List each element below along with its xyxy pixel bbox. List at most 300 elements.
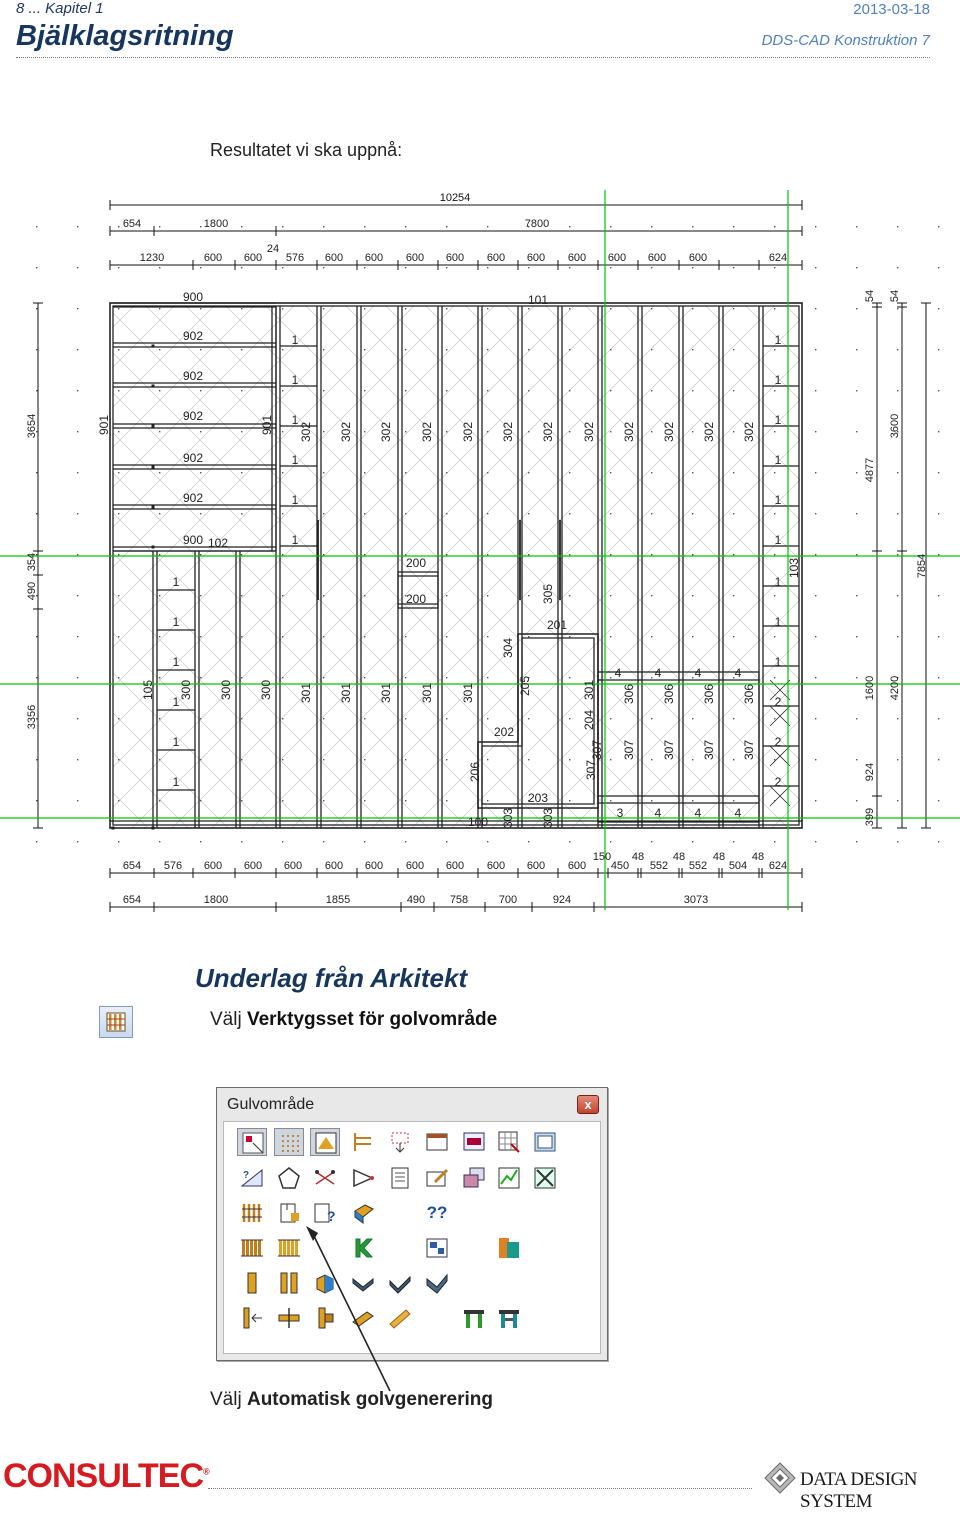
snap-dot [610, 513, 611, 514]
snap-dot [733, 636, 734, 637]
drawing-label: 302 [702, 421, 717, 443]
drawing-label: 2 [774, 735, 782, 750]
drawing-label: 54 [888, 289, 901, 303]
snap-dot [323, 636, 324, 637]
snap-dot [733, 431, 734, 432]
snap-dot [528, 595, 529, 596]
snap-dot [364, 472, 365, 473]
snap-dot [938, 472, 939, 473]
snap-dot [364, 390, 365, 391]
drawing-label: 301 [299, 682, 314, 704]
graph-icon[interactable] [494, 1164, 524, 1192]
snap-dot [856, 390, 857, 391]
snap-dot [36, 841, 37, 842]
snap-dot [364, 718, 365, 719]
snap-dot [118, 554, 119, 555]
snap-dot [446, 800, 447, 801]
drawing-label: 504 [728, 859, 748, 872]
drawing-label: 4 [734, 806, 742, 821]
snap-dot [446, 431, 447, 432]
snap-dot [36, 472, 37, 473]
drawing-label: 600 [203, 859, 223, 872]
snap-dot [405, 226, 406, 227]
color-swatch-icon[interactable] [494, 1234, 524, 1262]
drawing-label: 1 [172, 775, 180, 790]
drawing-label: 1 [172, 615, 180, 630]
drawing-label: 902 [182, 329, 204, 344]
snap-dot [405, 431, 406, 432]
snap-dot [692, 267, 693, 268]
drawing-label: 302 [501, 421, 516, 443]
snap-dot [487, 841, 488, 842]
frame-icon[interactable] [530, 1128, 560, 1156]
snap-dot [405, 677, 406, 678]
snap-dot [364, 841, 365, 842]
drawing-label: 1 [291, 453, 299, 468]
snap-dot [569, 841, 570, 842]
snap-dot [692, 759, 693, 760]
snap-dot [692, 226, 693, 227]
snap-dot [487, 308, 488, 309]
snap-dot [200, 841, 201, 842]
snap-dot [692, 349, 693, 350]
drawing-label: 205 [518, 675, 533, 697]
snap-dot [856, 554, 857, 555]
snap-dot [282, 595, 283, 596]
snap-dot [610, 267, 611, 268]
snap-dot [159, 554, 160, 555]
trim-icon[interactable] [310, 1164, 340, 1192]
select-region-icon[interactable] [237, 1128, 267, 1156]
drawing-label: 1 [774, 533, 782, 548]
drawing-label: 301 [420, 682, 435, 704]
snap-dot [528, 390, 529, 391]
snap-dot [897, 267, 898, 268]
snap-dot [364, 595, 365, 596]
snap-dot [77, 513, 78, 514]
snap-dot [651, 226, 652, 227]
drawing-label: 576 [285, 251, 305, 264]
snap-dot [569, 759, 570, 760]
edit-pencil-icon[interactable] [422, 1164, 452, 1192]
snap-dot [405, 841, 406, 842]
snap-dot [241, 431, 242, 432]
snap-dot [200, 800, 201, 801]
snap-dot [36, 267, 37, 268]
snap-dot [118, 267, 119, 268]
snap-dot [446, 677, 447, 678]
copy-layer-icon[interactable] [459, 1164, 489, 1192]
snap-dot [692, 431, 693, 432]
drawing-label: 600 [405, 859, 425, 872]
snap-dot [856, 472, 857, 473]
snap-dot [569, 267, 570, 268]
page-label: 8 ... Kapitel 1 [16, 0, 104, 17]
drawing-label: 7800 [524, 217, 550, 230]
snap-dot [323, 267, 324, 268]
drawing-label: 1 [291, 413, 299, 428]
snap-dot [487, 431, 488, 432]
snap-dot [405, 390, 406, 391]
drawing-label: 654 [122, 859, 142, 872]
drawing-label: 1 [774, 655, 782, 670]
snap-dot [569, 677, 570, 678]
palette-close-button[interactable]: x [577, 1095, 599, 1114]
snap-dot [610, 349, 611, 350]
snap-dot [364, 267, 365, 268]
cross-box-icon[interactable] [530, 1164, 560, 1192]
snap-dot [241, 308, 242, 309]
snap-dot [651, 390, 652, 391]
snap-dot [487, 677, 488, 678]
drawing-label: 303 [501, 807, 516, 829]
snap-dot [774, 267, 775, 268]
drawing-label: 2 [774, 695, 782, 710]
drawing-label: 300 [219, 679, 234, 701]
joists-icon[interactable] [237, 1199, 267, 1227]
floor-toolset-icon[interactable] [99, 1006, 133, 1038]
snap-dot [282, 759, 283, 760]
floor-panel-icon[interactable] [348, 1199, 378, 1227]
auto-generation-instruction [210, 1389, 493, 1411]
snap-dot [856, 267, 857, 268]
snap-dot [446, 513, 447, 514]
snap-dot [241, 267, 242, 268]
snap-dot [856, 349, 857, 350]
drawing-label: 302 [622, 421, 637, 443]
drawing-label: 700 [498, 893, 518, 906]
snap-dot [364, 513, 365, 514]
snap-dot [569, 636, 570, 637]
vector-icon[interactable] [348, 1164, 378, 1192]
snap-dot [487, 226, 488, 227]
snap-dot [774, 431, 775, 432]
snap-dot [528, 267, 529, 268]
insert-point-icon[interactable] [385, 1128, 415, 1156]
board-layout-icon[interactable] [422, 1234, 452, 1262]
snap-dot [159, 718, 160, 719]
drawing-label: 1800 [203, 217, 229, 230]
snap-dot [733, 390, 734, 391]
split-beam-icon[interactable] [237, 1304, 267, 1332]
table-frame-icon[interactable] [459, 1304, 489, 1332]
snap-dot [200, 554, 201, 555]
snap-dot [610, 308, 611, 309]
snap-dot [446, 308, 447, 309]
drawing-label: 300 [259, 679, 274, 701]
snap-dot [774, 472, 775, 473]
snap-dot [938, 718, 939, 719]
snap-dot [364, 554, 365, 555]
drawing-label: 302 [379, 421, 394, 443]
node-point [152, 827, 155, 830]
snap-dot [774, 226, 775, 227]
drawing-label: 306 [622, 683, 637, 705]
snap-dot [692, 554, 693, 555]
snap-dot [651, 718, 652, 719]
snap-dot [323, 390, 324, 391]
snap-dot [282, 431, 283, 432]
list-icon[interactable] [385, 1164, 415, 1192]
snap-dot [569, 431, 570, 432]
snap-dot [897, 308, 898, 309]
drawing-label: 202 [493, 725, 515, 740]
drawing-label: 302 [582, 421, 597, 443]
snap-dot [241, 226, 242, 227]
table-frame-alt-icon[interactable] [494, 1304, 524, 1332]
snap-dot [528, 308, 529, 309]
snap-dot [938, 267, 939, 268]
snap-dot [200, 267, 201, 268]
snap-dot [364, 759, 365, 760]
registered-mark: ® [203, 1466, 209, 1477]
snap-dot [487, 349, 488, 350]
snap-dot [897, 513, 898, 514]
snap-dot [774, 800, 775, 801]
drawing-label: 600 [203, 251, 223, 264]
snap-dot [528, 759, 529, 760]
palette-title: Gulvområde [227, 1096, 315, 1113]
snap-dot [938, 759, 939, 760]
snap-dot [159, 267, 160, 268]
snap-dot [36, 349, 37, 350]
snap-dot [323, 349, 324, 350]
callout-arrow [300, 1225, 400, 1415]
snap-dot [815, 841, 816, 842]
snap-dot [610, 718, 611, 719]
drawing-label: 48 [631, 850, 645, 863]
drawing-label: 1 [291, 533, 299, 548]
snap-dot [610, 759, 611, 760]
snap-dot [241, 513, 242, 514]
svg-text:?: ? [327, 1208, 336, 1224]
drawing-label: 105 [141, 679, 156, 701]
snap-dot [692, 677, 693, 678]
snap-dot [446, 841, 447, 842]
snap-dot [405, 513, 406, 514]
snap-dot [897, 636, 898, 637]
snap-dot [323, 308, 324, 309]
snap-dot [569, 800, 570, 801]
snap-dot [938, 349, 939, 350]
drawing-label: 307 [584, 759, 599, 781]
drawing-label: 302 [662, 421, 677, 443]
drawing-label: 48 [712, 850, 726, 863]
snap-dot [651, 595, 652, 596]
snap-dot [651, 267, 652, 268]
snap-dot [77, 472, 78, 473]
floor-area-icon[interactable] [310, 1128, 340, 1156]
drawing-label: 1 [774, 373, 782, 388]
snap-dot [446, 349, 447, 350]
snap-dot [282, 349, 283, 350]
snap-dot [938, 226, 939, 227]
snap-dot [323, 431, 324, 432]
snap-dot [323, 718, 324, 719]
auto-floor-generation-icon[interactable] [274, 1199, 304, 1227]
drawing-label: 600 [445, 251, 465, 264]
snap-dot [282, 636, 283, 637]
snap-dot [651, 513, 652, 514]
snap-dot [200, 759, 201, 760]
beam-row-icon[interactable] [237, 1234, 267, 1262]
snap-dot [897, 349, 898, 350]
drawing-label: 924 [552, 893, 572, 906]
header-divider [16, 57, 930, 58]
snap-dot [815, 636, 816, 637]
snap-dot [241, 677, 242, 678]
snap-dot [200, 513, 201, 514]
snap-dot [897, 595, 898, 596]
polygon-icon[interactable] [274, 1164, 304, 1192]
drawing-label: 654 [122, 217, 142, 230]
snap-dot [36, 759, 37, 760]
drawing-label: 900 [182, 533, 204, 548]
drawing-label: 1 [774, 493, 782, 508]
drawing-label: 600 [243, 251, 263, 264]
snap-dot [528, 513, 529, 514]
snap-dot [405, 800, 406, 801]
snap-dot [528, 431, 529, 432]
snap-dot [733, 308, 734, 309]
floor-info-icon[interactable] [310, 1199, 340, 1227]
drawing-label: 4877 [863, 457, 876, 483]
document-title: Bjälklagsritning [16, 20, 234, 52]
snap-dot [446, 226, 447, 227]
snap-dot [77, 677, 78, 678]
drawing-label: 624 [768, 251, 788, 264]
plan-view-icon[interactable] [459, 1128, 489, 1156]
select-toolset-instruction [210, 1009, 497, 1031]
drawing-label: 302 [541, 421, 556, 443]
drawing-label: 305 [541, 583, 556, 605]
snap-dot [487, 472, 488, 473]
svg-text:?: ? [243, 1170, 250, 1181]
snap-dot [200, 472, 201, 473]
snap-dot [569, 513, 570, 514]
drawing-label: 600 [283, 859, 303, 872]
snap-dot [651, 554, 652, 555]
snap-dot [569, 226, 570, 227]
snap-dot [159, 226, 160, 227]
snap-dot [528, 718, 529, 719]
drawing-label: 3654 [25, 413, 38, 439]
snap-dot [815, 308, 816, 309]
snap-dot [938, 390, 939, 391]
table-cut-icon[interactable] [494, 1128, 524, 1156]
snap-dot [159, 431, 160, 432]
drawing-label: 758 [449, 893, 469, 906]
snap-dot [282, 267, 283, 268]
snap-dot [159, 513, 160, 514]
snap-dot [323, 841, 324, 842]
snap-dot [938, 431, 939, 432]
snap-dot [364, 636, 365, 637]
snap-dot [815, 267, 816, 268]
snap-dot [610, 472, 611, 473]
drawing-label: 902 [182, 491, 204, 506]
drawing-label: 490 [406, 893, 426, 906]
drawing-label: 600 [526, 859, 546, 872]
drawing-label: 303 [541, 807, 556, 829]
snap-dot [118, 513, 119, 514]
snap-dot [774, 841, 775, 842]
snap-dot [200, 349, 201, 350]
snap-dot [692, 472, 693, 473]
drawing-label: 901 [97, 414, 112, 436]
drawing-label: 900 [182, 290, 204, 305]
drawing-label: 600 [526, 251, 546, 264]
snap-dot [282, 554, 283, 555]
drawing-label: 902 [182, 409, 204, 424]
snap-dot [282, 718, 283, 719]
snap-dot [651, 308, 652, 309]
drawing-label: 54 [863, 289, 876, 303]
drawing-label: 600 [567, 251, 587, 264]
instruction-prefix: Välj [210, 1389, 242, 1410]
drawing-label: 3 [616, 806, 624, 821]
chevron-beam-end-icon[interactable] [422, 1269, 452, 1297]
snap-dot [774, 513, 775, 514]
drawing-label: 4 [614, 666, 622, 681]
footer-divider [208, 1488, 752, 1489]
drawing-label: 354 [25, 552, 38, 572]
snap-dot [774, 308, 775, 309]
snap-dot [200, 308, 201, 309]
snap-dot [897, 472, 898, 473]
snap-dot [733, 800, 734, 801]
snap-dot [446, 759, 447, 760]
measure-icon[interactable] [237, 1164, 267, 1192]
snap-dot [36, 677, 37, 678]
snap-dot [856, 718, 857, 719]
beam-layout-icon[interactable] [348, 1128, 378, 1156]
drawing-label: 150 [592, 850, 612, 863]
snap-dot [159, 841, 160, 842]
snap-dot [36, 390, 37, 391]
snap-dot [692, 718, 693, 719]
drawing-label: 307 [622, 739, 637, 761]
snap-dot [405, 759, 406, 760]
drawing-label: 24 [266, 242, 280, 255]
grid-points-icon[interactable] [274, 1128, 304, 1156]
drawing-label: 306 [662, 683, 677, 705]
question-icon[interactable]: ?? [426, 1203, 448, 1222]
drawing-label: 4 [654, 806, 662, 821]
snap-dot [938, 595, 939, 596]
consultec-wordmark: CONSULTEC [3, 1457, 204, 1495]
snap-dot [938, 513, 939, 514]
snap-dot [241, 472, 242, 473]
auto-generation-name: Automatisk golvgenerering [246, 1389, 493, 1410]
snap-dot [405, 267, 406, 268]
snap-dot [569, 390, 570, 391]
snap-dot [282, 390, 283, 391]
snap-dot [77, 267, 78, 268]
drawing-label: 901 [260, 414, 275, 436]
drawing-label: 600 [445, 859, 465, 872]
snap-dot [528, 472, 529, 473]
snap-dot [282, 226, 283, 227]
snap-dot [856, 595, 857, 596]
stud-icon[interactable] [237, 1269, 267, 1297]
snap-dot [856, 841, 857, 842]
drawing-label: 1 [774, 413, 782, 428]
window-panel-icon[interactable] [422, 1128, 452, 1156]
snap-dot [528, 554, 529, 555]
drawing-label: 600 [324, 859, 344, 872]
dds-logo-icon [764, 1462, 796, 1494]
